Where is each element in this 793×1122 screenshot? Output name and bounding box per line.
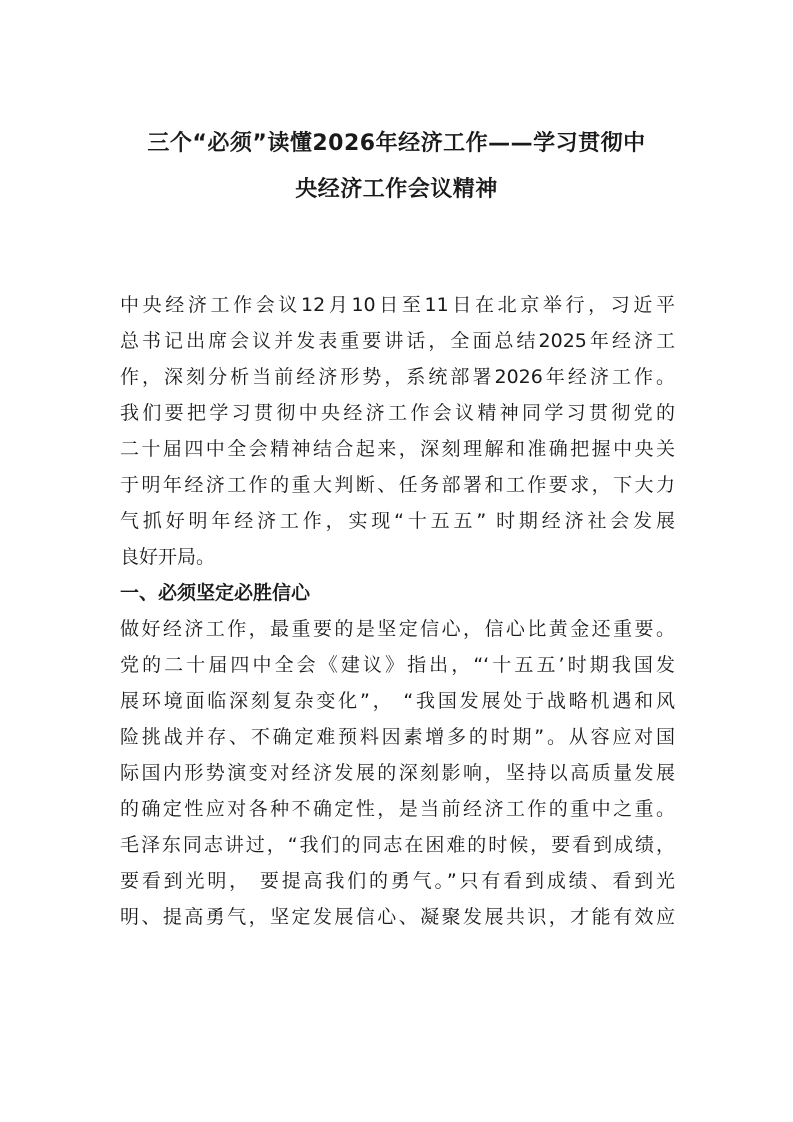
section-paragraph-line: 做好经济工作，最重要的是坚定信心，信心比黄金还重要。 — [120, 618, 675, 640]
section-heading: 一、必须坚定必胜信心 — [120, 582, 311, 604]
document-title-line-2: 央经济工作会议精神 — [295, 177, 498, 202]
intro-paragraph-line: 良好开局。 — [120, 546, 216, 568]
section-paragraph-line: 党的二十届四中全会《建议》指出，“‘十五五’时期我国发 — [120, 654, 675, 676]
intro-paragraph-line: 中央经济工作会议12月10日至11日在北京举行，习近平 — [120, 294, 675, 316]
section-paragraph-line: 的确定性应对各种不确定性，是当前经济工作的重中之重。 — [120, 798, 675, 820]
section-paragraph-line: 毛泽东同志讲过，“我们的同志在困难的时候，要看到成绩， — [120, 834, 675, 856]
intro-paragraph-line: 于明年经济工作的重大判断、任务部署和工作要求，下大力 — [120, 474, 675, 496]
section-paragraph-line: 要看到光明， 要提高我们的勇气。”只有看到成绩、看到光 — [120, 870, 675, 892]
intro-paragraph-line: 气抓好明年经济工作，实现“十五五” 时期经济社会发展 — [120, 510, 675, 532]
intro-paragraph-line: 总书记出席会议并发表重要讲话，全面总结2025年经济工 — [120, 330, 675, 352]
document-title-line-1: 三个“必须”读懂2026年经济工作——学习贯彻中 — [147, 131, 646, 156]
intro-paragraph-line: 二十届四中全会精神结合起来，深刻理解和准确把握中央关 — [120, 438, 675, 460]
section-paragraph-line: 险挑战并存、不确定难预料因素增多的时期”。从容应对国 — [120, 726, 675, 748]
section-paragraph-line: 展环境面临深刻复杂变化”， “我国发展处于战略机遇和风 — [120, 690, 675, 712]
section-paragraph-line: 际国内形势演变对经济发展的深刻影响，坚持以高质量发展 — [120, 762, 675, 784]
section-paragraph-line: 明、提高勇气，坚定发展信心、凝聚发展共识，才能有效应 — [120, 906, 675, 928]
intro-paragraph-line: 我们要把学习贯彻中央经济工作会议精神同学习贯彻党的 — [120, 402, 675, 424]
intro-paragraph-line: 作，深刻分析当前经济形势，系统部署2026年经济工作。 — [120, 366, 675, 388]
